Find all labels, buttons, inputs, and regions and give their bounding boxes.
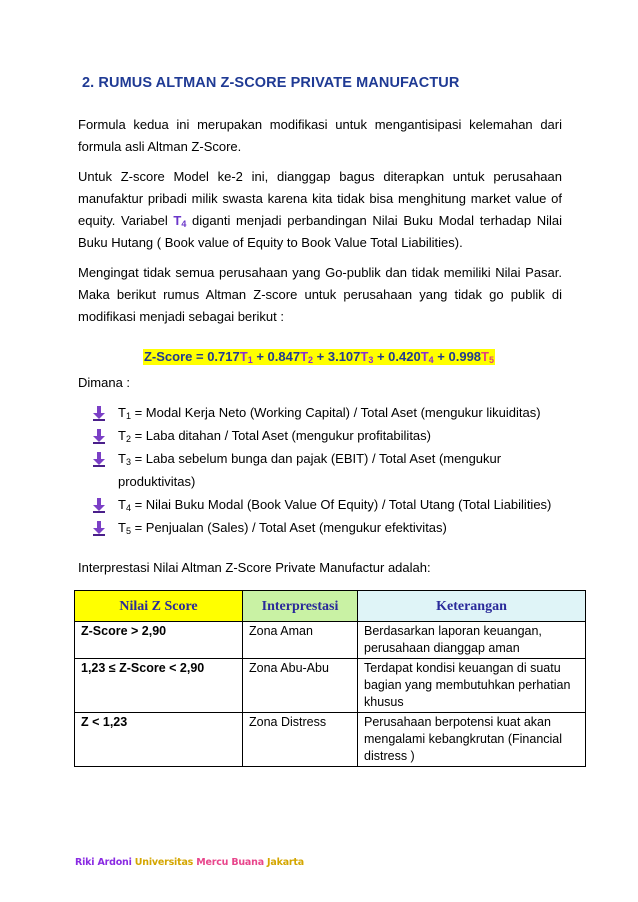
variable-list [92,401,551,539]
arrow-down-icon [92,405,106,421]
table-cell: Zona Abu-Abu [243,659,358,713]
paragraph-line: modifikasi menjadi sebagai berikut : [78,309,284,324]
variable-letter: T [173,213,182,228]
paragraph-line: Formula kedua ini merupakan modifikasi untuk mengantisipasi kelemahan dari [78,117,562,132]
var-letter: T [118,497,126,512]
formula-letter: T [300,349,309,364]
formula-text: + 3.107 [313,349,361,364]
text-run: diganti menjadi perbandingan Nilai Buku Modal terhadap Nilai [186,213,562,228]
var-letter: T [118,405,126,420]
table-row [75,713,586,767]
list-item [92,401,551,424]
list-item-text [118,447,501,470]
interpretation-intro: Interprestasi Nilai Altman Z-Score Private Manufactur adalah: [78,560,431,575]
table-cell: Zona Distress [243,713,358,767]
table-row [75,622,586,659]
paragraph-line: formula asli Altman Z-Score. [78,139,242,154]
formula-text: Z-Score = 0.717 [143,349,240,364]
paragraph-intro [78,114,562,158]
formula-subscript: 3 [368,355,374,365]
list-item-text [118,493,551,516]
var-description: = Penjualan (Sales) / Total Aset (mengukur efektivitas) [130,520,447,535]
table-cell: Zona Aman [243,622,358,659]
paragraph-model [78,166,562,254]
formula-text: + 0.847 [252,349,301,364]
dimana-label: Dimana : [78,375,131,390]
paragraph-line [78,210,562,232]
text-run: equity. Variabel [78,213,174,228]
var-subscript: 2 [125,434,131,444]
arrow-down-icon [92,451,106,467]
list-item [92,424,551,447]
var-subscript: 1 [125,411,131,421]
paragraph-line: Untuk Z-score Model ke-2 ini, dianggap bagus diterapkan untuk perusahaan [78,169,562,184]
page-footer [75,857,304,868]
footer-city: Jakarta [267,857,304,868]
formula-var [240,349,253,364]
table-header-cell: Keterangan [358,591,586,622]
var-description: = Modal Kerja Neto (Working Capital) / Total Aset (mengukur likuiditas) [130,405,541,420]
table-cell: Z < 1,23 [75,713,243,767]
formula-subscript: 2 [308,355,314,365]
var-letter: T [118,520,126,535]
var-letter: T [118,451,126,466]
footer-author: Riki Ardoni [75,857,132,868]
table-header-cell: Nilai Z Score [75,591,243,622]
list-item [92,447,551,470]
footer-university: Universitas [134,857,194,868]
paragraph-line: manufaktur pribadi milik swasta karena kita tidak bisa menghitung market value of [78,191,562,206]
formula-var [300,349,313,364]
arrow-down-icon [92,497,106,513]
formula-var [360,349,373,364]
formula-container [0,348,638,366]
list-item-text [118,401,541,424]
var-subscript: 3 [125,457,131,467]
arrow-down-icon [92,520,106,536]
formula-subscript: 5 [489,355,495,365]
formula-subscript: 1 [247,355,253,365]
var-description: = Nilai Buku Modal (Book Value Of Equity) / Total Utang (Total Liabilities) [130,497,552,512]
table-cell: Terdapat kondisi keuangan di suatu bagian yang membutuhkan perhatian khusus [358,659,586,713]
formula-subscript: 4 [428,355,434,365]
section-heading: 2. RUMUS ALTMAN Z-SCORE PRIVATE MANUFACTUR [82,75,460,91]
formula-var [481,349,494,364]
table-row [75,659,586,713]
formula-letter: T [360,349,369,364]
formula-var [421,349,434,364]
table-cell: Perusahaan berpotensi kuat akan mengalami kebangkrutan (Financial distress ) [358,713,586,767]
z-score-table [74,590,586,767]
variable-subscript: 4 [181,219,187,229]
paragraph-line: Mengingat tidak semua perusahaan yang Go-publik dan tidak memiliki Nilai Pasar. [78,265,562,280]
formula-letter: T [481,349,489,364]
paragraph-line: Maka berikut rumus Altman Z-score untuk perusahaan yang tidak go publik di [78,287,562,302]
formula-text: + 0.998 [433,349,482,364]
var-subscript: 5 [125,526,131,536]
list-item-text [118,424,431,447]
var-description: = Laba ditahan / Total Aset (mengukur profitabilitas) [130,428,431,443]
arrow-down-icon [92,428,106,444]
list-item [92,493,551,516]
table-cell: 1,23 ≤ Z-Score < 2,90 [75,659,243,713]
variable-t4 [173,213,186,228]
table-cell: Berdasarkan laporan keuangan, perusahaan dianggap aman [358,622,586,659]
footer-mercu-buana: Mercu Buana [196,857,264,868]
list-item [92,516,551,539]
formula-text: + 0.420 [373,349,421,364]
paragraph-line: Buku Hutang ( Book value of Equity to Book Value Total Liabilities). [78,235,463,250]
z-score-formula [143,349,495,365]
var-description: = Laba sebelum bunga dan pajak (EBIT) / Total Aset (mengukur [130,451,502,466]
list-item-text [118,516,447,539]
list-item-continuation: produktivitas) [118,474,196,489]
formula-letter: T [239,349,248,364]
table-header-cell: Interprestasi [243,591,358,622]
table-header-row [75,591,586,622]
formula-letter: T [420,349,429,364]
table-cell: Z-Score > 2,90 [75,622,243,659]
var-letter: T [118,428,126,443]
paragraph-mengingat [78,262,562,328]
var-subscript: 4 [125,503,131,513]
